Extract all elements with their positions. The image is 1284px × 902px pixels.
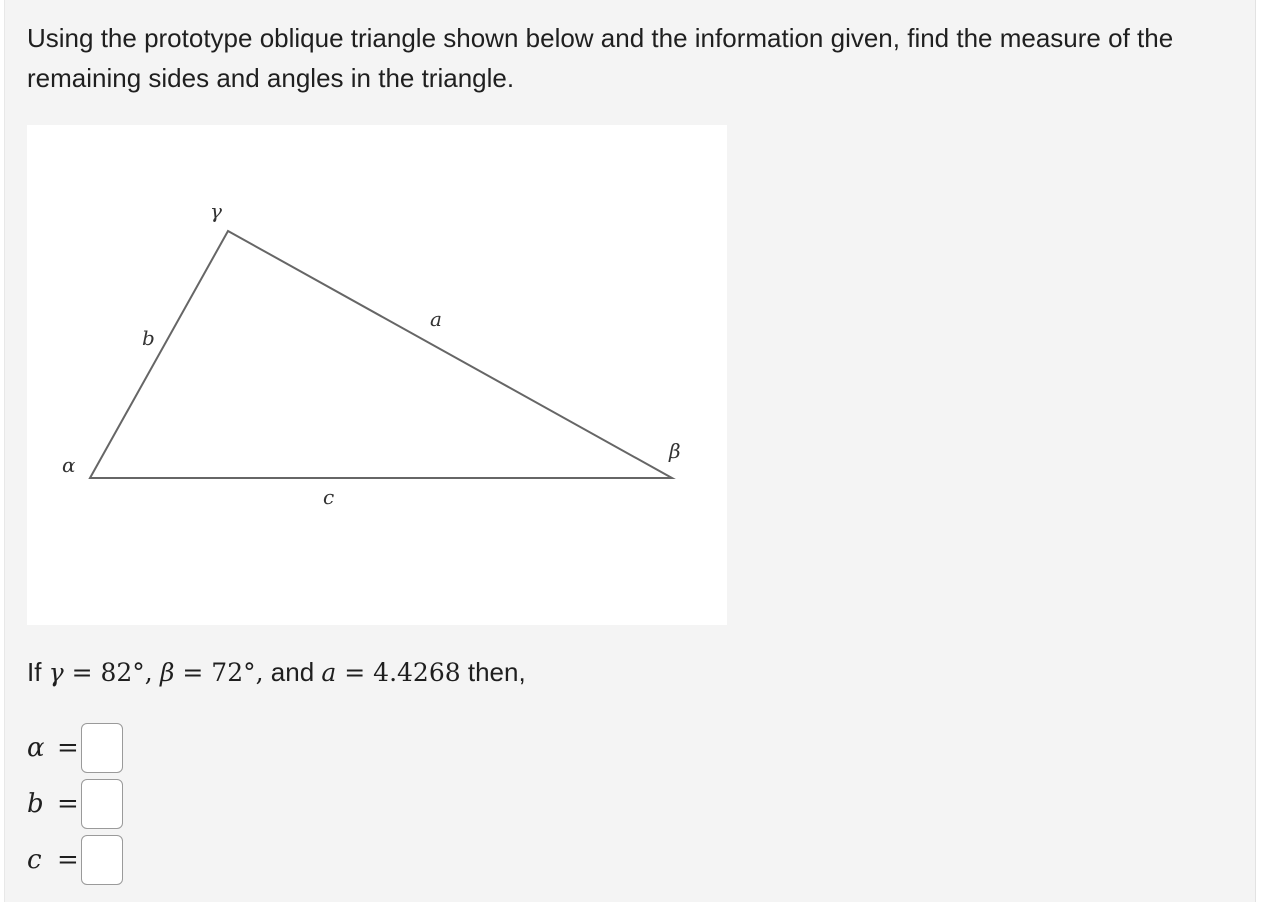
given-gamma-symbol: γ	[48, 658, 64, 687]
given-beta	[160, 658, 264, 687]
given-a-value: = 4.4268	[344, 658, 461, 687]
vertex-label-gamma: γ	[210, 199, 222, 223]
alpha-answer-input[interactable]	[81, 723, 123, 773]
c-answer-input[interactable]	[81, 835, 123, 885]
vertex-label-beta: β	[669, 439, 681, 463]
given-a-symbol: a	[321, 658, 337, 687]
question-panel	[4, 0, 1256, 902]
side-label-c: c	[323, 485, 335, 509]
given-gamma-value: = 82°,	[71, 658, 153, 687]
given-and: and	[270, 657, 315, 687]
answer-row-b	[27, 777, 123, 831]
b-answer-input[interactable]	[81, 779, 123, 829]
answer-row-c	[27, 833, 123, 887]
given-beta-value: = 72°,	[182, 658, 264, 687]
answer-row-alpha	[27, 721, 123, 775]
answer-alpha-equals: =	[57, 733, 79, 763]
answer-c-equals: =	[57, 845, 79, 875]
given-gamma	[49, 658, 153, 687]
side-label-a: a	[430, 307, 442, 331]
triangle-figure	[27, 125, 727, 625]
answer-alpha-symbol: α	[27, 733, 45, 763]
triangle-diagram	[27, 125, 727, 625]
given-a	[321, 658, 460, 687]
given-suffix: then,	[467, 657, 526, 687]
answer-b-symbol: b	[27, 789, 44, 819]
given-prefix: If	[27, 657, 42, 687]
side-label-b: b	[142, 326, 155, 350]
vertex-label-alpha: α	[62, 453, 76, 477]
answer-c-symbol: c	[27, 845, 42, 875]
answer-b-equals: =	[57, 789, 79, 819]
given-beta-symbol: β	[159, 658, 175, 687]
triangle-shape	[90, 231, 672, 478]
given-values	[27, 652, 526, 693]
question-prompt: Using the prototype oblique triangle shown below and the information given, find the measure of the remaining sides and angles in the triangle.	[27, 23, 1174, 93]
